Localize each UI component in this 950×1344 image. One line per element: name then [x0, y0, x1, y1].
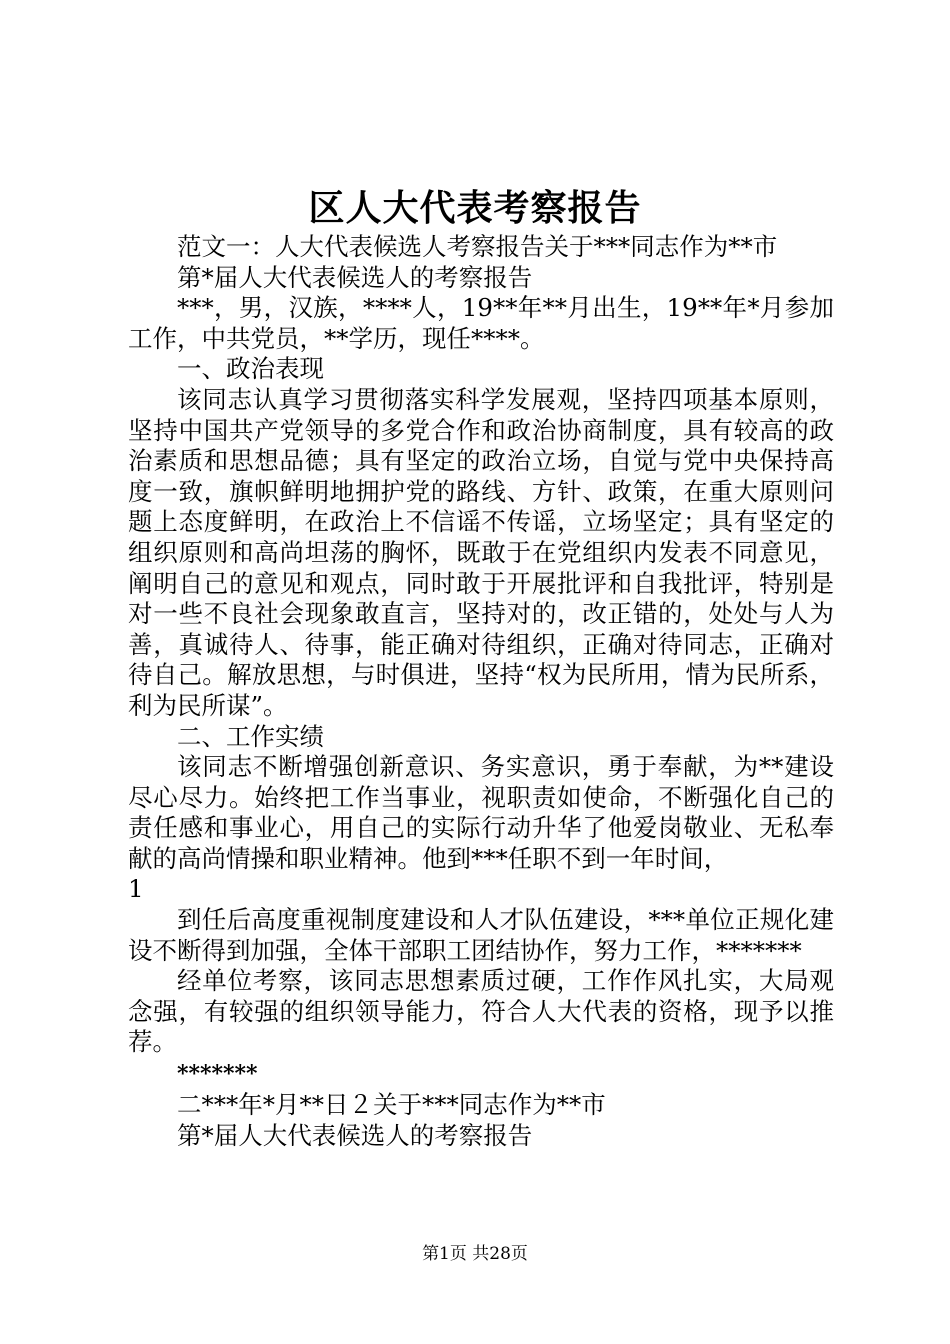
- paragraph-work: 该同志不断增强创新意识、务实意识，勇于奉献，为**建设尽心尽力。始终把工作当事业，视职责如使命，不断强化自己的责任感和事业心，用自己的实际行动升华了他爱岗敬业、无私奉献的高尚情操和职业精神。他到***任职不到一年时间，: [128, 752, 834, 873]
- paragraph-political: 该同志认真学习贯彻落实科学发展观，坚持四项基本原则，坚持中国共产党领导的多党合作和政治协商制度，具有较高的政治素质和思想品德；具有坚定的政治立场，自觉与党中央保持高度一致，旗帜鲜明地拥护党的路线、方针、政策，在重大原则问题上态度鲜明，在政治上不信谣不传谣，立场坚定；具有坚定的组织原则和高尚坦荡的胸怀，既敢于在党组织内发表不同意见，阐明自己的意见和观点，同时敢于开展批评和自我批评，特别是对一些不良社会现象敢直言，坚持对的，改正错的，处处与人为善，真诚待人、待事，能正确对待组织，正确对待同志，正确对待自己。解放思想，与时俱进，坚持“权为民所用，情为民所系，利为民所谋”。: [128, 384, 834, 720]
- signature-placeholder: *******: [177, 1061, 258, 1088]
- paragraph-date-line: 二***年*月**日２关于***同志作为**市: [177, 1090, 606, 1120]
- section-heading-political: 一、政治表现: [177, 354, 324, 384]
- paragraph-conclusion: 经单位考察，该同志思想素质过硬，工作作风扎实，大局观念强，有较强的组织领导能力，符合人大代表的资格，现予以推荐。: [128, 966, 834, 1057]
- paragraph-personal-info: ***，男，汉族，****人，19**年**月出生，19**年*月参加工作，中共党员，**学历，现任****。: [128, 293, 834, 353]
- paragraph-after-appointment: 到任后高度重视制度建设和人才队伍建设，***单位正规化建设不断得到加强，全体干部职工团结协作，努力工作，*******: [128, 905, 834, 965]
- document-title: 区人大代表考察报告: [308, 187, 642, 229]
- paragraph-report-heading: 第*届人大代表候选人的考察报告: [177, 262, 533, 292]
- paragraph-report-heading-2: 第*届人大代表候选人的考察报告: [177, 1120, 533, 1150]
- section-heading-work: 二、工作实绩: [177, 721, 324, 751]
- paragraph-number: 1: [128, 874, 144, 904]
- paragraph-intro: 范文一：人大代表候选人考察报告关于***同志作为**市: [177, 232, 778, 261]
- page-footer: 第1页 共28页: [422, 1244, 528, 1264]
- document-body: [128, 232, 834, 1151]
